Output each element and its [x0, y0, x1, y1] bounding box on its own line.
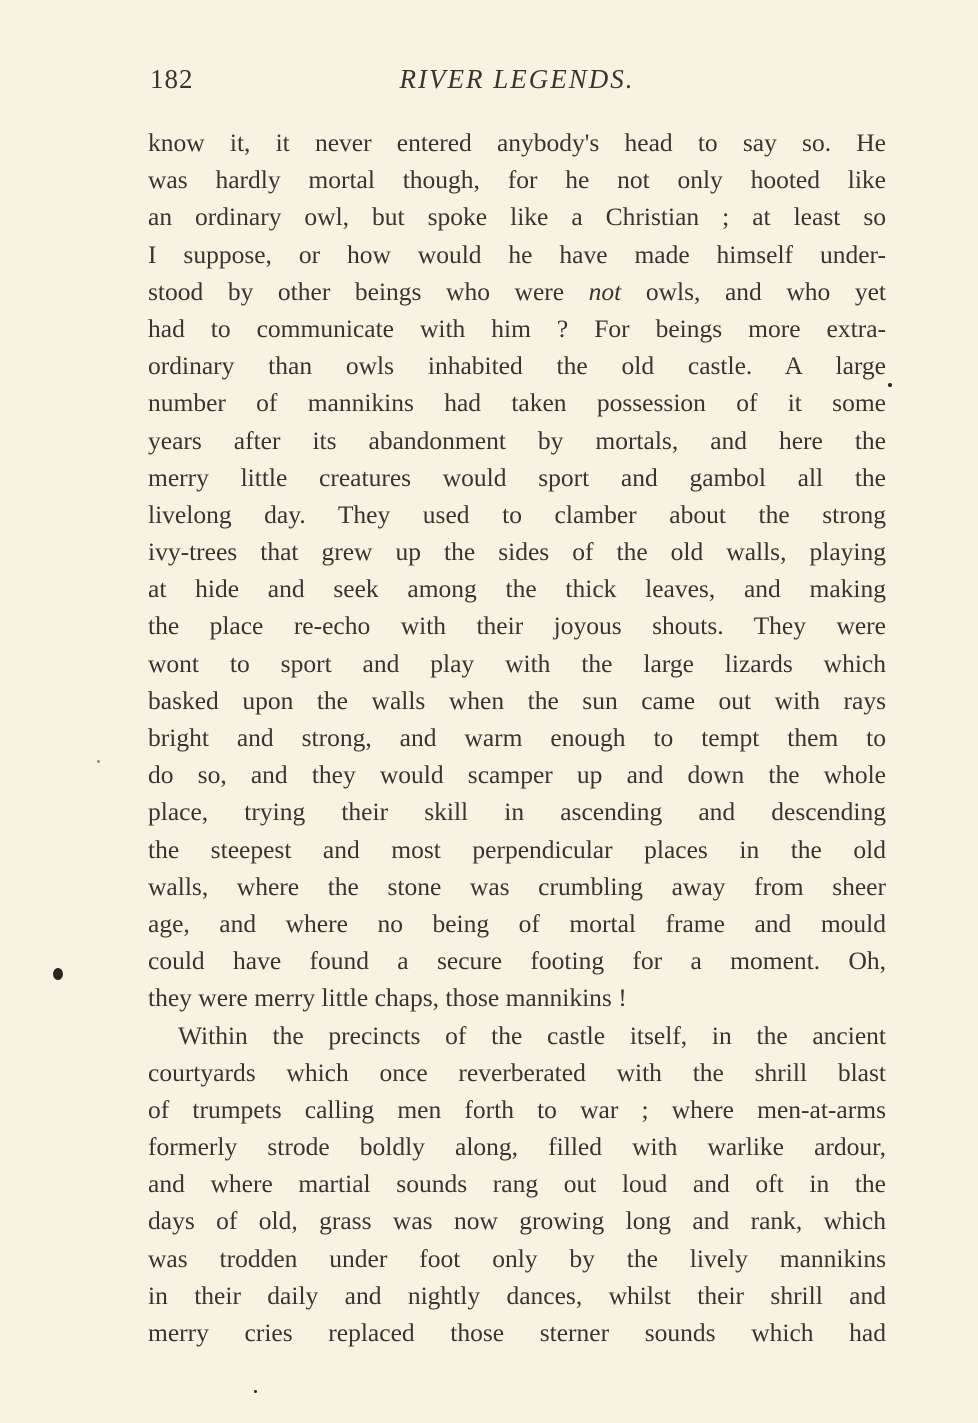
body-text: [148, 124, 886, 1351]
text-run: age, and where no being of mortal frame and mould: [148, 908, 886, 938]
text-run: courtyards which once reverberated with the shrill blast: [148, 1057, 886, 1087]
text-run: days of old, grass was now growing long and rank, which: [148, 1206, 886, 1236]
text-run: wont to sport and play with the large lizards which: [148, 648, 886, 678]
italic-emphasis: not: [588, 276, 622, 306]
text-run: basked upon the walls when the sun came out with rays: [148, 685, 886, 715]
text-line: [148, 1202, 886, 1239]
text-run: livelong day. They used to clamber about the strong: [148, 499, 886, 529]
text-line: [148, 273, 886, 310]
running-title: RIVER LEGENDS.: [399, 64, 635, 94]
text-run: they were merry little chaps, those mannikins !: [148, 983, 627, 1013]
text-run: know it, it never entered anybody's head to say so. He: [148, 128, 886, 157]
ink-speck: [888, 383, 892, 387]
text-line: [148, 570, 886, 607]
text-line: [148, 682, 886, 719]
text-line: [148, 979, 886, 1016]
text-line: [148, 756, 886, 793]
text-line: [148, 1314, 886, 1351]
text-line: [148, 831, 886, 868]
text-run: I suppose, or how would he have made himself under-: [148, 239, 886, 269]
ink-speck: [53, 968, 63, 980]
text-line: [148, 1128, 886, 1165]
text-run: could have found a secure footing for a moment. Oh,: [148, 946, 886, 976]
text-run: owls, and who yet: [621, 276, 886, 306]
text-line: [148, 347, 886, 384]
text-line: [148, 719, 886, 756]
text-line: [148, 310, 886, 347]
text-run: place, trying their skill in ascending and descending: [148, 797, 886, 827]
text-line: [148, 1017, 886, 1054]
text-run: merry little creatures would sport and gambol all the: [148, 462, 886, 492]
paragraph: [148, 1017, 886, 1352]
text-run: had to communicate with him ? For beings more extra-: [148, 313, 886, 343]
text-line: [148, 384, 886, 421]
text-run: was hardly mortal though, for he not only hooted like: [148, 165, 886, 195]
text-line: [148, 198, 886, 235]
text-line: [148, 496, 886, 533]
text-line: [148, 422, 886, 459]
text-run: ordinary than owls inhabited the old castle. A large: [148, 351, 886, 381]
ink-speck: [97, 760, 100, 763]
text-run: an ordinary owl, but spoke like a Christian ; at least so: [148, 202, 886, 232]
text-line: [148, 1240, 886, 1277]
text-run: and where martial sounds rang out loud and oft in the: [148, 1169, 886, 1199]
text-line: [148, 459, 886, 496]
paragraph: [148, 124, 886, 1017]
text-run: was trodden under foot only by the lively mannikins: [148, 1243, 886, 1273]
text-run: of trumpets calling men forth to war ; where men-at-arms: [148, 1094, 886, 1124]
text-line: [148, 1091, 886, 1128]
text-run: in their daily and nightly dances, whilst their shrill and: [148, 1280, 886, 1310]
text-run: formerly strode boldly along, filled with warlike ardour,: [148, 1132, 886, 1162]
text-line: [148, 236, 886, 273]
text-line: [148, 942, 886, 979]
text-line: [148, 124, 886, 161]
text-line: [148, 645, 886, 682]
text-line: [148, 1054, 886, 1091]
text-run: the steepest and most perpendicular places in the old: [148, 834, 886, 864]
text-run: Within the precincts of the castle itself, in the ancient: [178, 1020, 886, 1050]
text-run: ivy-trees that grew up the sides of the old walls, playing: [148, 537, 886, 567]
text-run: years after its abandonment by mortals, and here the: [148, 425, 886, 455]
text-line: [148, 1277, 886, 1314]
text-line: [148, 868, 886, 905]
text-line: [148, 905, 886, 942]
text-line: [148, 1165, 886, 1202]
text-run: do so, and they would scamper up and down the whole: [148, 760, 886, 790]
ink-speck: [254, 1390, 257, 1393]
text-run: at hide and seek among the thick leaves, and making: [148, 574, 886, 604]
text-line: [148, 793, 886, 830]
page-number: 182: [150, 64, 194, 94]
text-run: merry cries replaced those sterner sounds which had: [148, 1318, 886, 1347]
text-run: stood by other beings who were: [148, 276, 589, 306]
text-run: number of mannikins had taken possession of it some: [148, 388, 886, 418]
text-run: walls, where the stone was crumbling away from sheer: [148, 871, 886, 901]
text-run: bright and strong, and warm enough to tempt them to: [148, 723, 886, 752]
text-run: the place re-echo with their joyous shouts. They were: [148, 611, 886, 641]
text-line: [148, 161, 886, 198]
text-line: [148, 533, 886, 570]
text-line: [148, 607, 886, 644]
